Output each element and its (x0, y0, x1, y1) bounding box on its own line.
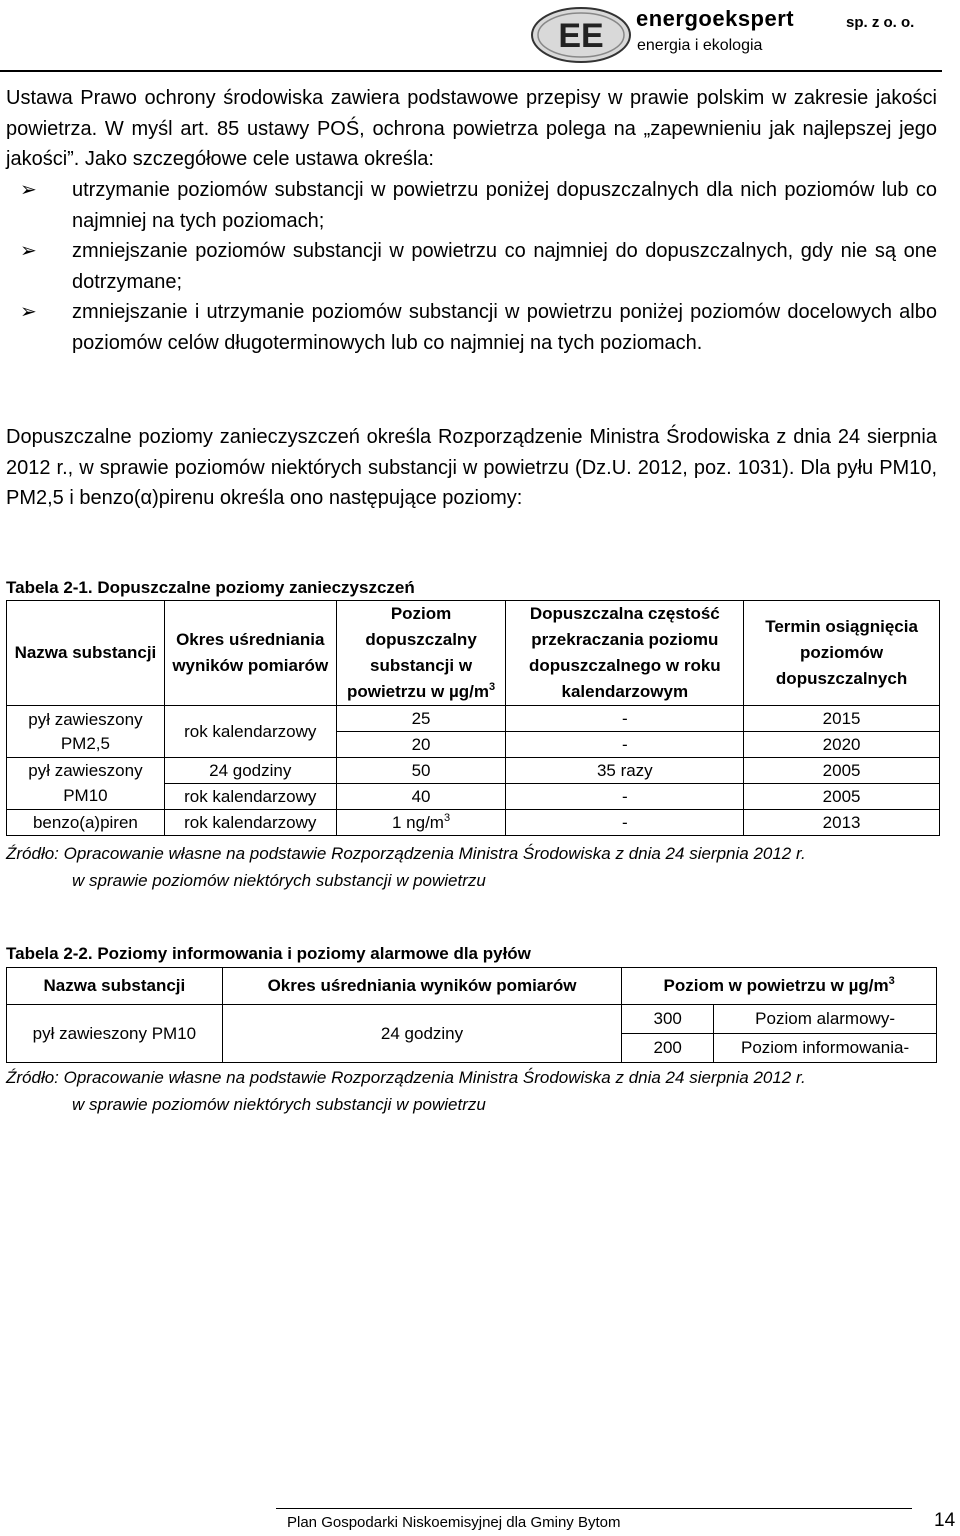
list-item (20, 236, 937, 297)
permissible-levels-table (6, 600, 940, 836)
arrow-bullet-icon: ➢ (20, 179, 37, 201)
cell-term: 2005 (744, 784, 940, 810)
cell-period: rok kalendarzowy (164, 810, 336, 836)
logo-text: EE (558, 17, 604, 55)
table-row (7, 758, 940, 784)
cell-substance: PM10 (7, 784, 165, 810)
objectives-list (20, 175, 937, 358)
company-suffix: sp. z o. o. (846, 14, 915, 31)
table-row (7, 810, 940, 836)
arrow-bullet-icon: ➢ (20, 240, 37, 262)
page-header (0, 0, 960, 72)
header-substance: Nazwa substancji (7, 601, 165, 706)
header-level: Poziom dopuszczalny substancji w powietrzu w $\mu g/m^3$ (336, 601, 506, 706)
source-line: w sprawie poziomów niektórych substancji w powietrzu (72, 1095, 486, 1114)
cell-substance: pył zawieszony PM10 (7, 1005, 223, 1063)
cell-level: 25 (336, 706, 506, 732)
table-row (7, 1005, 937, 1034)
table-header-row (7, 601, 940, 706)
table-row (7, 706, 940, 732)
cell-substance: benzo(a)piren (7, 810, 165, 836)
cell-level-label: Poziom alarmowy- (714, 1005, 937, 1034)
cell-frequency: 35 razy (506, 758, 744, 784)
list-item (20, 175, 937, 236)
header-period: Okres uśredniania wyników pomiarów (164, 601, 336, 706)
cell-period: 24 godziny (222, 1005, 621, 1063)
source-line: Źródło: Opracowanie własne na podstawie Rozporządzenia Ministra Środowiska z dnia 24 sierpnia 2012 r. (6, 1068, 806, 1087)
cell-level: 50 (336, 758, 506, 784)
header-period: Okres uśredniania wyników pomiarów (222, 968, 621, 1005)
cell-substance: pył zawieszony PM2,5 (7, 706, 165, 758)
header-frequency: Dopuszczalna częstość przekraczania poziomu dopuszczalnego w roku kalendarzowym (506, 601, 744, 706)
cell-level: 20 (336, 732, 506, 758)
cell-level-label: Poziom informowania- (714, 1034, 937, 1063)
cell-level-value: 300 (622, 1005, 714, 1034)
list-item-text: zmniejszanie poziomów substancji w powietrzu co najmniej do dopuszczalnych, gdy nie są one dotrzymane; (72, 240, 937, 293)
footer-divider (276, 1508, 912, 1509)
table-row (7, 784, 940, 810)
arrow-bullet-icon: ➢ (20, 301, 37, 323)
header-level: Poziom w powietrzu w $\mu g/m^3$ (622, 968, 937, 1005)
source-line: Źródło: Opracowanie własne na podstawie Rozporządzenia Ministra Środowiska z dnia 24 sierpnia 2012 r. (6, 844, 806, 863)
header-substance: Nazwa substancji (7, 968, 223, 1005)
cell-frequency: - (506, 706, 744, 732)
cell-frequency: - (506, 810, 744, 836)
cell-level-value: 200 (622, 1034, 714, 1063)
page-number: 14 (934, 1510, 956, 1531)
company-logo (530, 6, 632, 64)
cell-term: 2015 (744, 706, 940, 732)
cell-frequency: - (506, 784, 744, 810)
cell-period: 24 godziny (164, 758, 336, 784)
header-divider (0, 70, 942, 72)
list-item-text: zmniejszanie i utrzymanie poziomów substancji w powietrzu poniżej poziomów docelowych albo poziomów celów długoterminowych lub co najmniej na tych poziomach. (72, 301, 937, 354)
table2-source (6, 1064, 946, 1118)
alarm-levels-table (6, 967, 937, 1063)
cell-term: 2020 (744, 732, 940, 758)
cell-period: rok kalendarzowy (164, 784, 336, 810)
cell-period: rok kalendarzowy (164, 706, 336, 758)
table1-caption: Tabela 2-1. Dopuszczalne poziomy zanieczyszczeń (6, 578, 415, 597)
company-tagline: energia i ekologia (637, 37, 763, 54)
cell-frequency: - (506, 732, 744, 758)
cell-term: 2013 (744, 810, 940, 836)
cell-term: 2005 (744, 758, 940, 784)
company-name: energoekspert (636, 6, 795, 31)
cell-level: 1 $ng/m^3$ (336, 810, 506, 836)
cell-level: 40 (336, 784, 506, 810)
list-item (20, 297, 937, 358)
regulation-paragraph: Dopuszczalne poziomy zanieczyszczeń określa Rozporządzenie Ministra Środowiska z dnia 24 sierpnia 2012 r., w sprawie poziomów niektórych substancji w powietrzu (Dz.U. 2012, poz. 1031). Dla pyłu PM10, PM2,5 i benzo(α)pirenu określa ono następujące poziomy: (6, 426, 937, 509)
list-item-text: utrzymanie poziomów substancji w powietrzu poniżej dopuszczalnych dla nich poziomów lub co najmniej na tych poziomach; (72, 179, 937, 232)
cell-substance: pył zawieszony (7, 758, 165, 784)
table2-caption: Tabela 2-2. Poziomy informowania i poziomy alarmowe dla pyłów (6, 944, 531, 963)
table-header-row (7, 968, 937, 1005)
intro-paragraph: Ustawa Prawo ochrony środowiska zawiera podstawowe przepisy w prawie polskim w zakresie jakości powietrza. W myśl art. 85 ustawy POŚ, ochrona powietrza polega na „zapewnieniu jak najlepszej jego jakości”. Jako szczegółowe cele ustawa określa: (6, 87, 937, 170)
source-line: w sprawie poziomów niektórych substancji w powietrzu (72, 871, 486, 890)
header-term: Termin osiągnięcia poziomów dopuszczalnych (744, 601, 940, 706)
footer-title: Plan Gospodarki Niskoemisyjnej dla Gminy Bytom (287, 1514, 621, 1531)
table1-source (6, 840, 946, 894)
